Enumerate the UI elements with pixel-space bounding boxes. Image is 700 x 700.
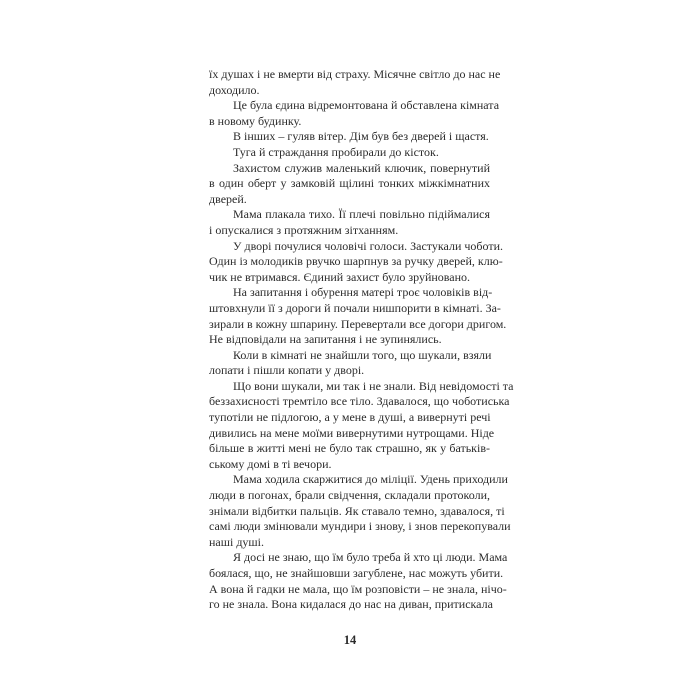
body-text xyxy=(209,67,514,613)
text-line: Коли в кімнаті не знайшли того, що шукали, взяли xyxy=(233,347,492,362)
text-line: Мама плакала тихо. Її плечі повільно підіймалися xyxy=(233,207,490,222)
text-line: беззахисності тремтіло все тіло. Здавалося, що чоботиська xyxy=(209,394,510,409)
text-line: го не знала. Вона кидалася до нас на диван, притискала xyxy=(209,597,493,612)
text-line: в новому будинку. xyxy=(209,113,302,128)
text-line: наші душі. xyxy=(209,534,265,549)
text-line: в один оберт у замковій щілині тонких міжкімнатних xyxy=(209,176,490,191)
text-line: люди в погонах, брали свідчення, складали протоколи, xyxy=(209,488,490,503)
text-line: дивились на мене моїми вивернутими нутрощами. Ніде xyxy=(209,425,495,440)
text-line: боялася, що, не знайшовши загублене, нас можуть убити. xyxy=(209,566,504,580)
text-line: Я досі не знаю, що їм було треба й хто ці люди. Мама xyxy=(233,550,508,565)
page-number: 14 xyxy=(343,633,357,647)
text-line: В інших – гуляв вітер. Дім був без дверей і щастя. xyxy=(233,129,489,144)
text-line: Не відповідали на запитання і не зупинялись. xyxy=(209,332,442,347)
text-line: штовхнули її з дороги й почали нишпорити в кімнаті. За- xyxy=(209,300,501,315)
text-line: Туга й страждання пробирали до кісток. xyxy=(233,144,439,159)
text-line: лопати і пішли копати у дворі. xyxy=(209,363,365,378)
text-line: Захистом служив маленький ключик, повернутий xyxy=(233,160,490,175)
text-line: і опускалися з протяжним зітханням. xyxy=(209,222,399,237)
text-line: Один із молодиків рвучко шарпнув за ручку дверей, клю- xyxy=(209,254,503,269)
text-line: більше в житті мені не було так страшно, як у батьків- xyxy=(209,441,490,456)
text-line: Мама ходила скаржитися до міліції. Удень приходили xyxy=(233,472,508,487)
text-line: доходило. xyxy=(209,82,260,97)
text-line: самі люди змінювали мундири і знову, і знов перекопували xyxy=(209,519,511,534)
text-line: знімали відбитки пальців. Як ставало темно, здавалося, ті xyxy=(209,503,505,518)
text-line: ському домі в ті вечори. xyxy=(209,456,332,471)
text-line: чик не втримався. Єдиний захист було зруйновано. xyxy=(209,269,471,284)
text-line: У дворі почулися чоловічі голоси. Застукали чоботи. xyxy=(233,238,504,253)
text-line: На запитання і обурення матері троє чоловіків від- xyxy=(233,285,493,300)
text-line: Це була єдина відремонтована й обставлена кімната xyxy=(233,98,500,113)
text-line: їх душах і не вмерти від страху. Місячне світло до нас не xyxy=(209,67,501,81)
text-line: зирали в кожну шпарину. Перевертали все догори дригом. xyxy=(209,316,507,331)
text-line: дверей. xyxy=(209,191,247,206)
text-line: тупотіли не підлогою, а у мене в душі, а вивернуті речі xyxy=(209,410,491,425)
text-line: А вона й гадки не мала, що їм розповісти – не знала, нічо- xyxy=(209,581,507,596)
text-line: Що вони шукали, ми так і не знали. Від невідомості та xyxy=(233,378,514,393)
